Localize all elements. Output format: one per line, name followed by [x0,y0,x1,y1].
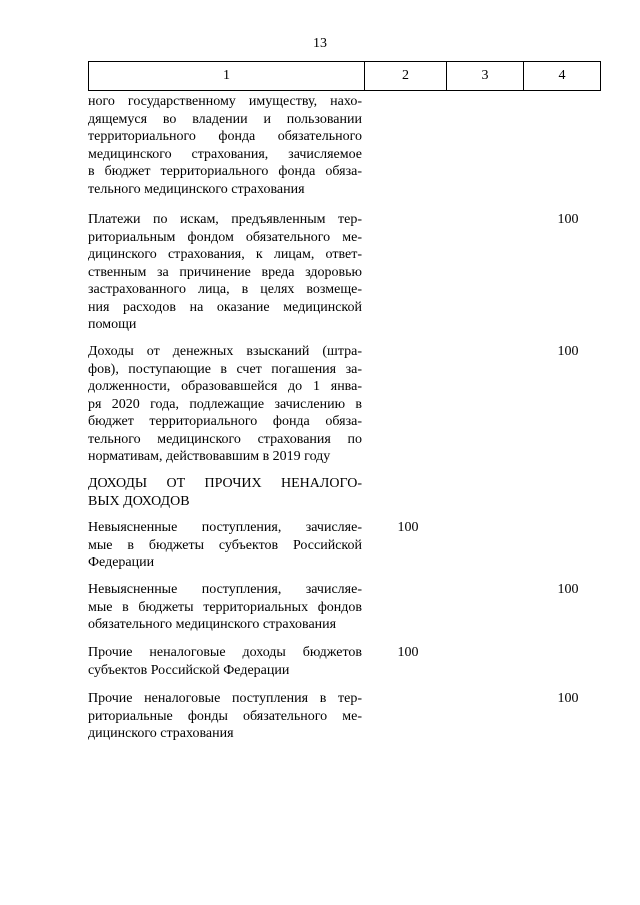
description-line: риториальные фонды обязательного ме- [88,708,362,724]
column-header-row [89,62,601,91]
row-description [88,211,362,334]
description-line: дицинского страхования, к лицам, ответ- [88,247,362,262]
row-description [88,644,362,679]
description-line: мые в бюджеты субъектов Российской [88,537,362,553]
table-row [88,475,600,510]
table-row [88,690,600,743]
description-line: ВЫХ ДОХОДОВ [88,493,190,509]
description-line: Невыясненные поступления, зачисляе- [88,582,362,597]
description-line: Платежи по искам, предъявленным тер- [88,212,362,227]
description-line: Федерации [88,555,155,570]
row-description [88,519,362,572]
description-line: Доходы от денежных взысканий (штра- [88,344,362,359]
row-description [88,690,362,743]
table-row [88,343,600,466]
table-row [88,519,600,572]
description-line: мые в бюджеты территориальных фондов [88,599,362,615]
description-line: Прочие неналоговые доходы бюджетов [88,645,362,660]
description-line: медицинского страхования, зачисляемое [88,146,362,162]
column-header-1: 1 [89,62,365,91]
value-col2: 100 [397,520,419,535]
row-description [88,581,362,634]
description-line: ного государственному имуществу, нахо- [88,94,362,109]
description-line: бюджет территориального фонда обяза- [88,414,362,429]
page-number: 13 [313,36,327,51]
description-line: долженности, образовавшейся до 1 янва- [88,379,362,394]
description-line: ря 2020 года, подлежащие зачислению в [88,396,362,412]
description-line: дящемуся во владении и пользовании [88,111,362,127]
description-line: тельного медицинского страхования по [88,431,362,447]
description-line: в бюджет территориального фонда обяза- [88,164,362,179]
description-line: риториальным фондом обязательного ме- [88,229,362,245]
value-col2: 100 [397,645,419,660]
value-col4: 100 [557,691,579,706]
description-line: ДОХОДЫ ОТ ПРОЧИХ НЕНАЛОГО- [88,476,362,491]
value-col4: 100 [557,344,579,359]
value-col4: 100 [557,212,579,227]
description-line: фов), поступающие в счет погашения за- [88,361,362,377]
description-line: нормативам, действовавшим в 2019 году [88,449,331,464]
description-line: обязательного медицинского страхования [88,617,337,632]
row-description [88,343,362,466]
description-line: территориального фонда обязательного [88,129,362,144]
description-line: субъектов Российской Федерации [88,662,290,678]
column-header-table [88,61,601,91]
table-row [88,644,600,679]
table-row [88,211,600,334]
column-header-2: 2 [365,62,447,91]
value-col4: 100 [557,582,579,597]
description-line: Невыясненные поступления, зачисляе- [88,520,362,535]
table-row [88,581,600,634]
column-header-4: 4 [524,62,601,91]
description-line: дицинского страхования [88,726,234,741]
description-line: помощи [88,317,137,332]
table-row [88,93,600,198]
description-line: застрахованного лица, в целях возмеще- [88,282,362,297]
description-line: тельного медицинского страхования [88,181,305,197]
column-header-3: 3 [447,62,524,91]
row-description [88,93,362,198]
description-line: ния расходов на оказание медицинской [88,299,362,315]
row-description [88,475,362,510]
description-line: ственным за причинение вреда здоровью [88,264,362,280]
description-line: Прочие неналоговые поступления в тер- [88,691,362,706]
